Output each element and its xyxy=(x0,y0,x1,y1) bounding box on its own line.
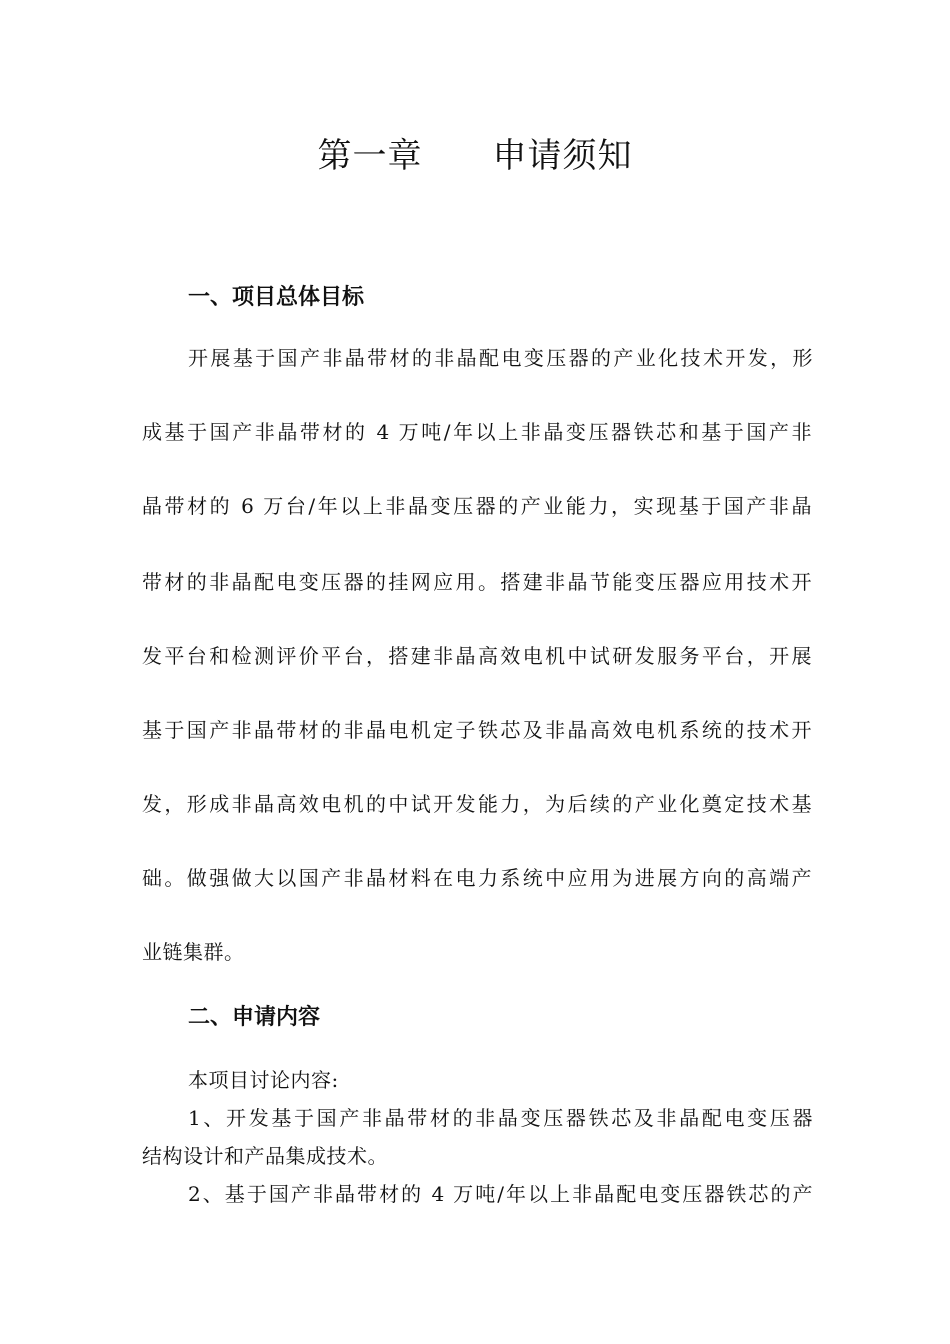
paragraph-line: 基于国产非晶带材的非晶电机定子铁芯及非晶高效电机系统的技术开 xyxy=(142,718,812,742)
paragraph-line: 开展基于国产非晶带材的非晶配电变压器的产业化技术开发，形 xyxy=(188,346,813,370)
section-heading-content: 二、申请内容 xyxy=(188,1005,321,1030)
paragraph-line: 晶带材的 6 万台/年以上非晶变压器的产业能力，实现基于国产非晶 xyxy=(142,494,812,518)
paragraph-line: 成基于国产非晶带材的 4 万吨/年以上非晶变压器铁芯和基于国产非 xyxy=(142,420,812,444)
paragraph-line: 本项目讨论内容: xyxy=(188,1068,339,1092)
paragraph-line: 发平台和检测评价平台，搭建非晶高效电机中试研发服务平台，开展 xyxy=(142,644,812,668)
paragraph-line: 业链集群。 xyxy=(142,940,245,964)
list-item-line: 1、开发基于国产非晶带材的非晶变压器铁芯及非晶配电变压器 xyxy=(188,1106,813,1130)
chapter-title: 第一章 申请须知 xyxy=(317,136,633,176)
section-heading-objectives: 一、项目总体目标 xyxy=(188,285,365,310)
list-item-line: 结构设计和产品集成技术。 xyxy=(142,1144,388,1168)
paragraph-line: 带材的非晶配电变压器的挂网应用。搭建非晶节能变压器应用技术开 xyxy=(142,570,812,594)
paragraph-line: 础。做强做大以国产非晶材料在电力系统中应用为进展方向的高端产 xyxy=(142,866,812,890)
list-item-line: 2、基于国产非晶带材的 4 万吨/年以上非晶配电变压器铁芯的产 xyxy=(188,1182,813,1206)
paragraph-line: 发，形成非晶高效电机的中试开发能力，为后续的产业化奠定技术基 xyxy=(142,792,812,816)
